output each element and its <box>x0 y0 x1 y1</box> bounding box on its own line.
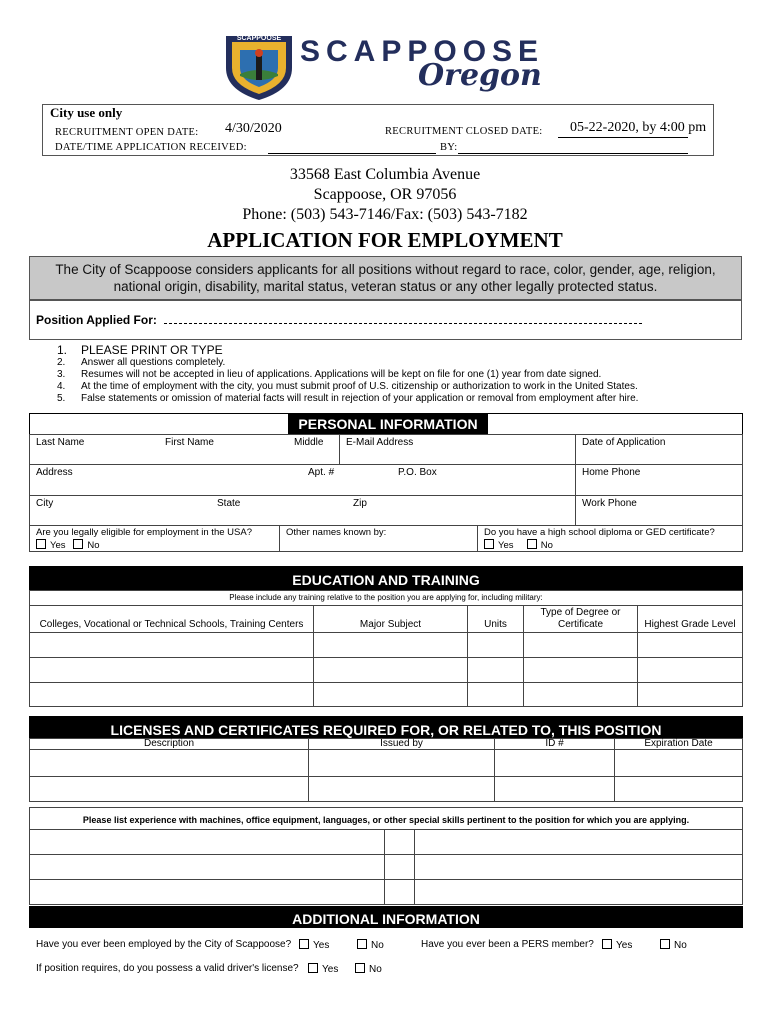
city-employment-question: Have you ever been employed by the City of Scappoose? <box>36 939 292 950</box>
education-col-header: Major Subject <box>314 606 468 633</box>
drivers-license-yes[interactable]: Yes <box>308 963 338 975</box>
position-field[interactable] <box>164 323 642 324</box>
pers-member-yes[interactable]: Yes <box>602 939 632 951</box>
open-date-value[interactable]: 4/30/2020 <box>225 121 282 136</box>
logo-subtitle: Oregon <box>418 58 542 93</box>
zip-field[interactable]: Zip <box>353 498 367 509</box>
education-heading: EDUCATION AND TRAINING <box>29 566 743 590</box>
page-title: APPLICATION FOR EMPLOYMENT <box>207 228 563 252</box>
license-cell[interactable] <box>615 750 742 777</box>
skills-cell[interactable] <box>30 830 385 855</box>
email-field[interactable]: E-Mail Address <box>340 435 576 465</box>
middle-field[interactable]: Middle <box>288 435 340 465</box>
education-cell[interactable] <box>30 633 314 658</box>
education-cell[interactable] <box>638 633 742 658</box>
education-cell[interactable] <box>468 633 524 658</box>
work-phone-field[interactable]: Work Phone <box>576 496 742 526</box>
education-cell[interactable] <box>314 658 468 683</box>
education-note: Please include any training relative to the position you are applying for, including military: <box>30 591 742 606</box>
checkbox-icon[interactable] <box>299 939 309 949</box>
by-label: BY: <box>440 142 458 153</box>
pers-member-no[interactable]: No <box>660 939 687 951</box>
instruction-item: 3. Resumes will not be accepted in lieu of applications. Applications will be kept on file for one (1) year from date signed. <box>57 369 602 380</box>
licenses-col-header: Expiration Date <box>615 739 742 750</box>
other-names-field[interactable]: Other names known by: <box>280 526 478 552</box>
education-grid <box>29 590 743 707</box>
position-label: Position Applied For: <box>36 313 157 327</box>
education-col-header: Type of Degree or Certificate <box>524 606 638 633</box>
po-box-field[interactable]: P.O. Box <box>398 467 437 478</box>
instruction-item: 2. Answer all questions completely. <box>57 357 226 368</box>
education-cell[interactable] <box>314 683 468 707</box>
licenses-grid <box>29 738 743 802</box>
diploma-yes-checkbox[interactable] <box>484 539 494 549</box>
logo-wordmark: SCAPPOOSE <box>300 35 545 68</box>
received-line[interactable] <box>268 153 436 154</box>
licenses-col-header: Description <box>30 739 309 750</box>
license-cell[interactable] <box>495 750 615 777</box>
education-col-header: Colleges, Vocational or Technical Schools, Training Centers <box>30 606 314 633</box>
city-seal-logo <box>222 28 296 102</box>
skills-cell[interactable] <box>415 830 742 855</box>
drivers-license-no[interactable]: No <box>355 963 382 975</box>
seal-text: SCAPPOOSE <box>236 35 282 42</box>
address-field[interactable]: Address <box>30 465 576 496</box>
education-cell[interactable] <box>524 683 638 707</box>
education-cell[interactable] <box>638 658 742 683</box>
license-cell[interactable] <box>30 777 309 802</box>
skills-cell[interactable] <box>415 880 742 905</box>
personal-grid <box>29 434 743 552</box>
skills-grid <box>29 807 743 905</box>
instruction-item: 4. At the time of employment with the city, you must submit proof of U.S. citizenship or authorization to work in the United States. <box>57 381 638 392</box>
home-phone-field[interactable]: Home Phone <box>576 465 742 496</box>
closed-date-label: RECRUITMENT CLOSED DATE: <box>385 126 543 137</box>
licenses-heading: LICENSES AND CERTIFICATES REQUIRED FOR, OR RELATED TO, THIS POSITION <box>29 716 743 738</box>
skills-cell[interactable] <box>385 855 415 880</box>
education-cell[interactable] <box>30 683 314 707</box>
skills-cell[interactable] <box>385 880 415 905</box>
skills-cell[interactable] <box>30 855 385 880</box>
checkbox-icon[interactable] <box>308 963 318 973</box>
license-cell[interactable] <box>309 777 495 802</box>
licenses-col-header: Issued by <box>309 739 495 750</box>
license-cell[interactable] <box>615 777 742 802</box>
license-cell[interactable] <box>309 750 495 777</box>
education-cell[interactable] <box>524 633 638 658</box>
city-use-label: City use only <box>50 105 123 120</box>
eligibility-question: Are you legally eligible for employment in the USA? Yes No <box>30 526 280 552</box>
address-phone: Phone: (503) 543-7146/Fax: (503) 543-7182 <box>242 206 528 223</box>
closed-date-value[interactable]: 05-22-2020, by 4:00 pm <box>570 120 707 135</box>
last-name-field[interactable]: Last Name <box>30 435 293 465</box>
state-field[interactable]: State <box>217 498 241 509</box>
first-name-field[interactable]: First Name <box>165 437 214 448</box>
address-city: Scappoose, OR 97056 <box>313 186 457 203</box>
skills-prompt: Please list experience with machines, office equipment, languages, or other special skills pertinent to the position for which you are applying. <box>30 808 742 830</box>
education-cell[interactable] <box>314 633 468 658</box>
open-date-label: RECRUITMENT OPEN DATE: <box>55 127 199 138</box>
education-cell[interactable] <box>468 683 524 707</box>
checkbox-icon[interactable] <box>357 939 367 949</box>
by-line[interactable] <box>458 153 688 154</box>
instruction-item: 1. PLEASE PRINT OR TYPE <box>57 343 223 357</box>
checkbox-icon[interactable] <box>660 939 670 949</box>
skills-cell[interactable] <box>385 830 415 855</box>
date-of-application-field[interactable]: Date of Application <box>576 435 742 465</box>
license-cell[interactable] <box>495 777 615 802</box>
checkbox-icon[interactable] <box>355 963 365 973</box>
instruction-item: 5. False statements or omission of material facts will result in rejection of your application or removal from employment after hire. <box>57 393 639 404</box>
education-cell[interactable] <box>30 658 314 683</box>
pers-member-question: Have you ever been a PERS member? <box>421 939 594 950</box>
city-employment-yes[interactable]: Yes <box>299 939 329 951</box>
licenses-col-header: ID # <box>495 739 615 750</box>
closed-date-line <box>558 137 688 138</box>
drivers-license-question: If position requires, do you possess a valid driver's license? <box>36 963 299 974</box>
diploma-no-checkbox[interactable] <box>527 539 537 549</box>
education-col-header: Highest Grade Level <box>638 606 742 633</box>
city-field[interactable]: City <box>30 496 576 526</box>
city-employment-no[interactable]: No <box>357 939 384 951</box>
diploma-question: Do you have a high school diploma or GED certificate? Yes No <box>484 527 715 551</box>
additional-heading: ADDITIONAL INFORMATION <box>29 906 743 928</box>
license-cell[interactable] <box>30 750 309 777</box>
eligible-yes-checkbox[interactable] <box>36 539 46 549</box>
education-cell[interactable] <box>638 683 742 707</box>
apt-field[interactable]: Apt. # <box>308 467 335 478</box>
address-street: 33568 East Columbia Avenue <box>289 166 481 183</box>
policy-statement: The City of Scappoose considers applicants for all positions without regard to race, color, gender, age, religion, national origin, disability, marital status, veteran status or any other legally protected status. <box>29 256 742 300</box>
skills-cell[interactable] <box>30 880 385 905</box>
skills-cell[interactable] <box>415 855 742 880</box>
position-applied-box <box>29 300 742 340</box>
education-cell[interactable] <box>524 658 638 683</box>
received-label: DATE/TIME APPLICATION RECEIVED: <box>55 142 247 153</box>
personal-heading: PERSONAL INFORMATION <box>288 413 488 435</box>
education-cell[interactable] <box>468 658 524 683</box>
checkbox-icon[interactable] <box>602 939 612 949</box>
education-col-header: Units <box>468 606 524 633</box>
eligible-no-checkbox[interactable] <box>73 539 83 549</box>
